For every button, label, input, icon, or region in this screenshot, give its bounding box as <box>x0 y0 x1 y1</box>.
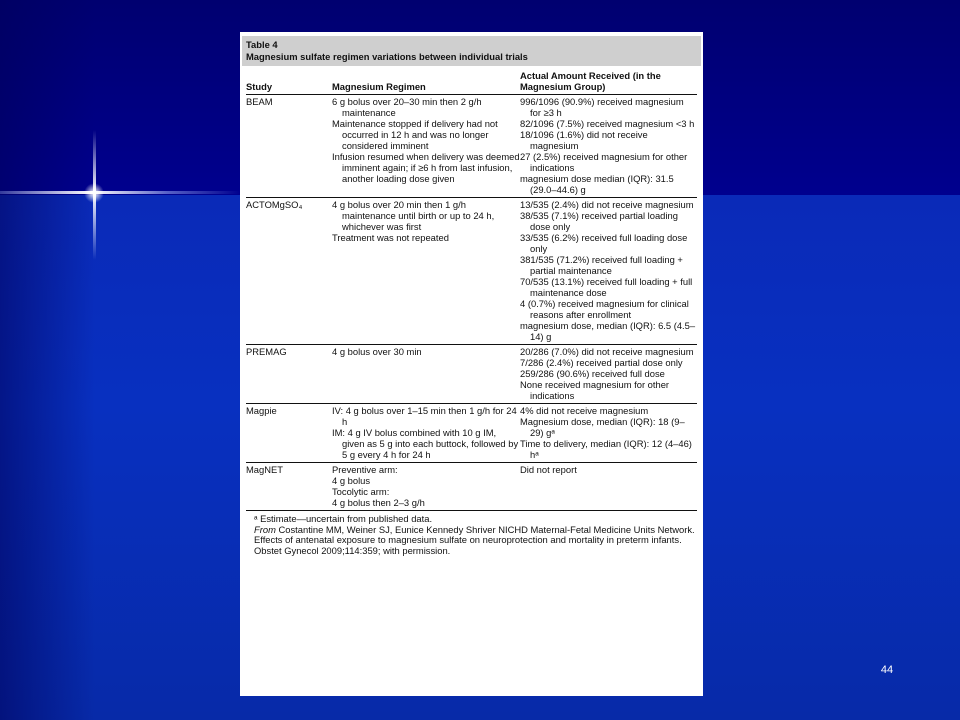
column-header-regimen: Magnesium Regimen <box>332 81 426 92</box>
received-entry: 18/1096 (1.6%) did not receive magnesium <box>520 129 648 151</box>
regimen-entry: Infusion resumed when delivery was deemed imminent again; if ≥6 h from last infusion, another loading dose given <box>332 151 520 184</box>
table-row <box>246 345 697 404</box>
table-row <box>246 198 697 345</box>
table-footnote: ᵃ Estimate—uncertain from published data. <box>254 513 433 524</box>
regimen-entry: Preventive arm: <box>332 464 398 475</box>
study-cell: PREMAG <box>246 346 287 357</box>
table-footer <box>246 511 697 556</box>
received-entry: Did not report <box>520 464 577 475</box>
regimen-cell <box>332 96 520 195</box>
regimen-entry: 6 g bolus over 20–30 min then 2 g/h maintenance <box>332 96 482 118</box>
received-entry: 82/1096 (7.5%) received magnesium <3 h <box>520 118 695 129</box>
received-cell <box>520 346 697 401</box>
received-entry: None received magnesium for other indications <box>520 379 670 401</box>
received-entry: 4 (0.7%) received magnesium for clinical reasons after enrollment <box>520 298 689 320</box>
table-body <box>246 95 697 511</box>
received-entry: magnesium dose, median (IQR): 6.5 (4.5–14) g <box>520 320 696 342</box>
received-entry: 996/1096 (90.9%) received magnesium for ≥3 h <box>520 96 684 118</box>
regimen-entry: Tocolytic arm: <box>332 486 390 497</box>
received-entry: Time to delivery, median (IQR): 12 (4–46) hᵃ <box>520 438 692 460</box>
received-cell <box>520 96 697 195</box>
regimen-entry: IV: 4 g bolus over 1–15 min then 1 g/h for 24 h <box>332 405 517 427</box>
light-flare-core <box>84 183 104 203</box>
received-entry: Magnesium dose, median (IQR): 18 (9–29) gᵃ <box>520 416 685 438</box>
page-number: 44 <box>880 664 894 676</box>
received-entry: 4% did not receive magnesium <box>520 405 649 416</box>
received-cell <box>520 405 697 460</box>
received-entry: 381/535 (71.2%) received full loading + partial maintenance <box>520 254 683 276</box>
regimen-entry: IM: 4 g IV bolus combined with 10 g IM, given as 5 g into each buttock, followed by 5 g every 4 h for 24 h <box>332 427 519 460</box>
received-entry: 20/286 (7.0%) did not receive magnesium <box>520 346 694 357</box>
regimen-entry: 4 g bolus then 2–3 g/h <box>332 497 425 508</box>
column-header-received: Actual Amount Received (in the Magnesium Group) <box>520 70 661 92</box>
table-label: Table 4 <box>246 39 278 50</box>
received-entry: 259/286 (90.6%) received full dose <box>520 368 665 379</box>
source-from-label: From <box>254 523 276 535</box>
table-source <box>246 525 697 557</box>
study-cell: BEAM <box>246 96 273 107</box>
regimen-cell <box>332 464 520 508</box>
regimen-entry: 4 g bolus <box>332 475 371 486</box>
received-entry: 7/286 (2.4%) received partial dose only <box>520 357 683 368</box>
table-image <box>240 32 703 696</box>
received-cell <box>520 199 697 342</box>
regimen-cell <box>332 346 520 401</box>
regimen-entry: 4 g bolus over 30 min <box>332 346 422 357</box>
source-citation: Costantine MM, Weiner SJ, Eunice Kennedy Shriver NICHD Maternal-Fetal Medicine Units Network. Effects of antenatal exposure to magnesium sulfate on neuroprotection and mortality in preterm infants. Obstet Gynecol 2009;114:359; with permission. <box>254 523 695 556</box>
received-entry: 38/535 (7.1%) received partial loading dose only <box>520 210 678 232</box>
regimen-cell <box>332 199 520 342</box>
table-header <box>242 36 701 66</box>
regimen-entry: 4 g bolus over 20 min then 1 g/h maintenance until birth or up to 24 h, whichever was first <box>332 199 495 232</box>
column-headers <box>246 66 697 95</box>
light-flare-horizontal <box>0 191 240 194</box>
regimen-entry: Maintenance stopped if delivery had not occurred in 12 h and was no longer considered imminent <box>332 118 498 151</box>
received-entry: magnesium dose median (IQR): 31.5 (29.0–44.6) g <box>520 173 674 195</box>
table-row <box>246 463 697 511</box>
study-cell: Magpie <box>246 405 277 416</box>
received-entry: 27 (2.5%) received magnesium for other indications <box>520 151 688 173</box>
table-title: Magnesium sulfate regimen variations between individual trials <box>246 50 528 62</box>
table-row <box>246 95 697 198</box>
column-header-study: Study <box>246 81 273 92</box>
regimen-entry: Treatment was not repeated <box>332 232 449 243</box>
table-row <box>246 404 697 463</box>
study-cell: MagNET <box>246 464 283 475</box>
received-cell <box>520 464 697 508</box>
slide-left-shade <box>0 0 95 720</box>
study-cell: ACTOMgSO₄ <box>246 199 303 210</box>
received-entry: 13/535 (2.4%) did not receive magnesium <box>520 199 694 210</box>
received-entry: 33/535 (6.2%) received full loading dose only <box>520 232 688 254</box>
regimen-cell <box>332 405 520 460</box>
received-entry: 70/535 (13.1%) received full loading + full maintenance dose <box>520 276 693 298</box>
